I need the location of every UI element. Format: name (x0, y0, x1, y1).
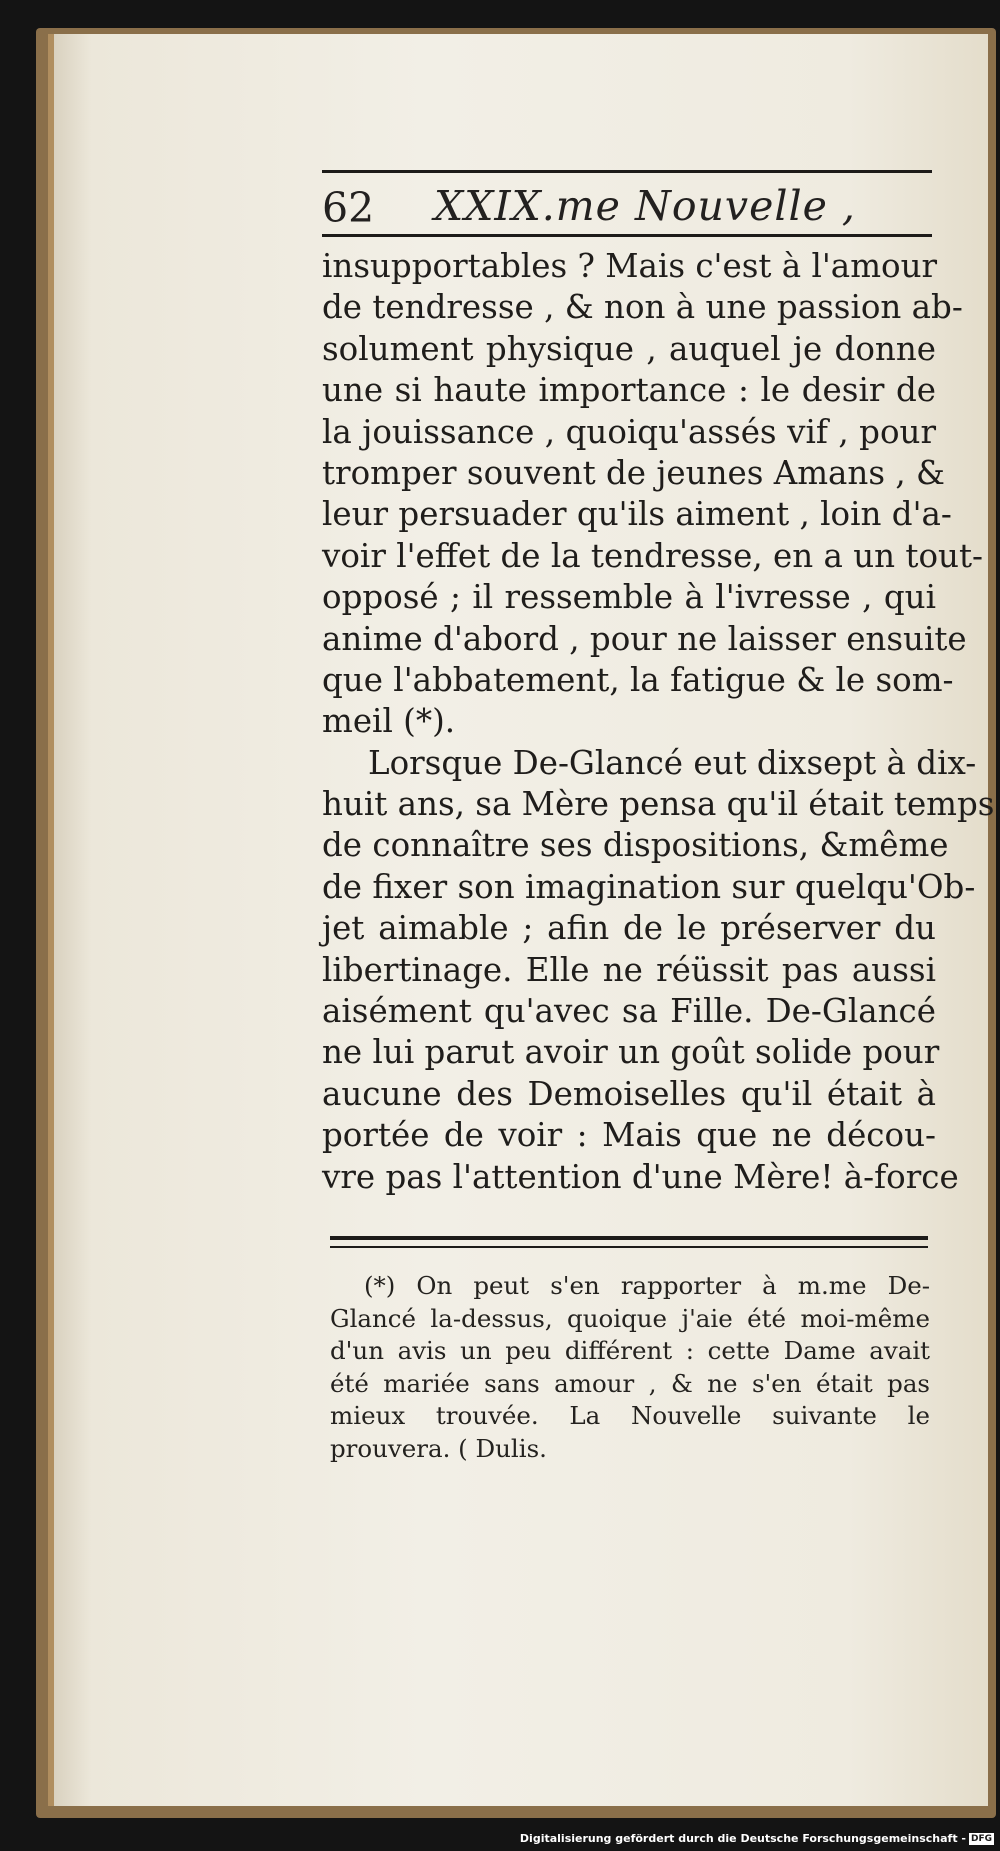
text-line: tromper souvent de jeunes Amans , & (322, 453, 945, 492)
text-line: meil (*). (322, 702, 456, 741)
text-line: la jouissance , quoiqu'assés vif , pour (322, 412, 936, 451)
paragraph-start-line: Lorsque De-Glancé eut dixsept à dix- (368, 743, 977, 782)
text-line: insupportables ? Mais c'est à l'amour (322, 247, 938, 285)
footnote-line: prouvera. ( Dulis. (330, 1433, 547, 1463)
footnote-rule-thin (330, 1246, 928, 1248)
dfg-logo: DFG (970, 1834, 992, 1844)
footnote-line: mieux trouvée. La Nouvelle suivante le (330, 1401, 930, 1431)
text-line: une si haute importance : le desir de (322, 371, 936, 410)
header-rule-top (322, 170, 932, 173)
footnote-line: été mariée sans amour , & ne s'en était pas (330, 1368, 930, 1398)
text-line: de fixer son imagination sur quelqu'Ob- (322, 867, 976, 906)
text-line: portée de voir : Mais que ne décou- (322, 1116, 936, 1155)
footnote-line: d'un avis un peu différent : cette Dame avait (330, 1336, 930, 1366)
credit-text: Digitalisierung gefördert durch die Deutsche Forschungsgemeinschaft - (519, 1832, 966, 1845)
text-line: ne lui parut avoir un goût solide pour (322, 1033, 940, 1072)
text-line: anime d'abord , pour ne laisser ensuite (322, 619, 967, 658)
text-line: aucune des Demoiselles qu'il était à (322, 1074, 936, 1113)
footnote-line: Glancé la-dessus, quoique j'aie été moi-même (330, 1303, 930, 1333)
text-line: solument physique , auquel je donne (322, 329, 936, 368)
running-title: XXIX.me Nouvelle , (434, 182, 856, 230)
footnote-rule (330, 1236, 928, 1240)
text-line: leur persuader qu'ils aiment , loin d'a- (322, 495, 952, 534)
text-line: vre pas l'attention d'une Mère! à-force (322, 1157, 959, 1196)
text-line: de connaître ses dispositions, &même (322, 826, 949, 865)
footnote (330, 1270, 930, 1466)
text-line: aisément qu'avec sa Fille. De-Glancé (322, 992, 936, 1031)
text-line: opposé ; il ressemble à l'ivresse , qui (322, 578, 936, 617)
text-line: de tendresse , & non à une passion ab- (322, 288, 963, 327)
page-number: 62 (322, 184, 375, 232)
text-line: huit ans, sa Mère pensa qu'il était temps (322, 785, 995, 824)
digitization-credit (520, 1832, 994, 1845)
footnote-line: (*) On peut s'en rapporter à m.me De- (364, 1271, 930, 1300)
header-rule-bottom (322, 234, 932, 237)
text-line: libertinage. Elle ne réüssit pas aussi (322, 950, 936, 989)
text-line: que l'abbatement, la fatigue & le som- (322, 660, 954, 699)
running-head (322, 182, 932, 232)
text-line: jet aimable ; afin de le préserver du (322, 909, 936, 948)
main-text (322, 246, 995, 1198)
text-line: voir l'effet de la tendresse, en a un tout- (322, 536, 983, 575)
